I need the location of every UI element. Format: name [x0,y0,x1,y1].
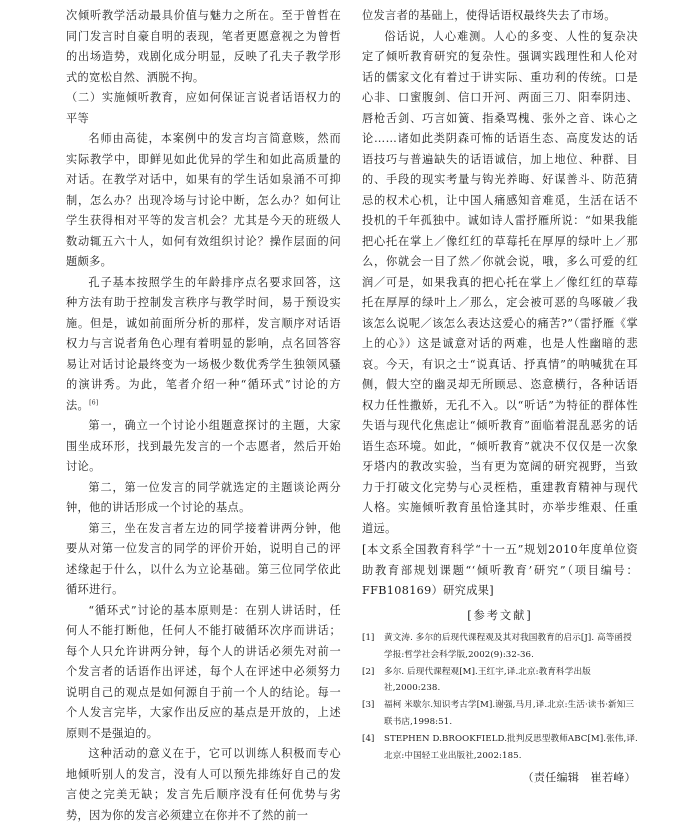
paragraph-continued: 位发言者的基础上，使得话语权最终失去了市场。 [362,9,616,22]
reference-item [362,664,638,698]
section-subheading: （二）实施倾听教育，应如何保证言说者话语权力的平等 [66,91,341,125]
funding-note: [本文系全国教育科学“十一五”规划2010年度单位资助教育部规划课题“‘倾听教育’研究”（项目编号：FFB108169）研究成果] [362,543,638,597]
reference-number: [4] [362,733,375,744]
paragraph: 俗话说，人心难测。人心的多变、人性的复杂决定了倾听教育研究的复杂性。强调实践理性和人伦对话的儒家文化有着过于讲实际、重功利的传统。口是心非、口蜜腹剑、信口开河、两面三刀、阳奉阴违、唇枪舌剑、巧言如簧、指桑骂槐、张外之音、诛心之论……诸如此类阴森可怖的话语生态、高度发达的话语技巧与普遍缺失的话语诚信，加上地位、种群、目的、手段的现实考量与钩光养晦、好谋善斗、防范猜忌的权术心机，让中国人痛感知音难觅，生活在话不投机的千年孤独中。诚如诗人雷抒雁所说：“如果我能把心托在掌上／像红红的草莓托在厚厚的绿叶上／那么，你就会一目了然／你就会说，哦，多么可爱的红润／可是，如果我真的把心托在掌上／像红红的草莓托在厚厚的绿叶上／那么，定会被可恶的鸟啄破／我该怎么说呢／该怎么表达这爱心的痛苦?”（雷抒雁《掌上的心》）这是诚意对话的两难，也是人性幽暗的悲哀。今天，有识之士“说真话、抒真情”的呐喊犹在耳侧，假大空的幽灵却无所顾忌、恣意横行，各种话语权力任性撒娇，无孔不入。以“听话”为特征的群体性失语与现代化焦虑让“倾听教育”面临着混乱恶劣的话语生态环境。如此，“倾听教育”就决不仅仅是一次象牙塔内的教改实验，当有更为宽阔的研究视野，当致力于打破文化完势与心灵桎梏，重建教育精神与现代人格。实施倾听教育虽恰逢其时，亦举步维艰、任重道远。 [362,29,638,535]
citation-marker: [6] [89,398,99,406]
paragraph: 名师由高徒，本案例中的发言均言简意赅，然而实际教学中，即鲜见如此优异的学生和如此高质量的对话。在教学对话中，如果有的学生话如泉涌不可抑制，怎么办？出现冷场与讨论中断，怎么办？如何让学生获得相对平等的发言机会？尤其是今天的班级人数动辄五六十人，如何有效组织讨论？操作层面的问题颇多。 [66,132,341,268]
reference-text: 黄文涛. 多尔的后现代课程观及其对我国教育的启示[J]. 高等函授学报:哲学社会科学版,2002(9):32-36. [384,633,632,660]
reference-number: [1] [362,633,375,643]
left-column [66,6,341,826]
references-list [362,630,638,764]
right-column [362,6,638,789]
reference-item [362,630,638,664]
paragraph-text: 孔子基本按照学生的年龄排序点名要求回答，这种方法有助于控制发言秩序与教学时间，易于预设实施。但是，诚如前面所分析的那样，发言顺序对话语权力与言说者角色心理有着明显的影响，点名回答容易让对话讨论最终变为一场极少数优秀学生独领风骚的演讲秀。为此，笔者介绍一种“循环式”讨论的方法。 [66,275,341,412]
reference-text: STEPHEN D.BROOKFIELD.批判反思型教师ABC[M].张伟,译.北京:中国轻工业出版社,2002:185. [384,733,638,761]
paragraph [66,273,341,417]
paragraph: “循环式”讨论的基本原则是：在别人讲话时，任何人不能打断他，任何人不能打破循环次序而讲话；每个人只允许讲两分钟，每个人的讲话必须先对前一个发言者的话语作出评述，每个人在评述中必须努力说明自己的观点是如何源自于前一个人的结论。每一个人发言完毕，大家作出反应的基点是开放的，上述原则不是强迫的。 [66,603,341,740]
reference-text: 福柯 米歇尔.知识考古学[M].谢强,马月,译.北京:生活·读书·新知三联书店,1998:51. [384,700,635,727]
paragraph-continued: 次倾听教学活动最具价值与魅力之所在。至于曾哲在同门发言时自豪自明的表现，笔者更愿意视之为曾哲的出场造势，戏剧化成分明显，反映了孔夫子教学形式的宽松自然、洒脱不拘。 [66,9,341,84]
responsible-editor: （责任编辑 崔若峰） [522,771,636,785]
reference-number: [2] [362,666,375,677]
reference-item [362,697,638,731]
reference-number: [3] [362,700,375,711]
paragraph: 第二，第一位发言的同学就选定的主题谈论两分钟，他的讲话形成一个讨论的基点。 [66,480,341,514]
references-title: [参考文献] [467,608,533,622]
paragraph: 第三，坐在发言者左边的同学接着讲两分钟，他要从对第一位发言的同学的评价开始，说明自己的评述缘起于什么，以什么为立论基础。第三位同学依此循环进行。 [66,521,341,596]
paragraph: 第一，确立一个讨论小组题意探讨的主题，大家围坐成环形，找到最先发言的一个志愿者，然后开始讨论。 [66,419,341,473]
paragraph: 这种活动的意义在于，它可以训练人积极而专心地倾听别人的发言，没有人可以预先排练好自己的发言使之完美无缺；发言先后顺序没有任何优势与劣势，因为你的发言必须建立在你并不了然的前一 [66,747,341,822]
reference-item [362,731,638,765]
reference-text: 多尔. 后现代课程观[M].王红宇,译.北京:教育科学出版社,2000:238. [384,666,591,694]
